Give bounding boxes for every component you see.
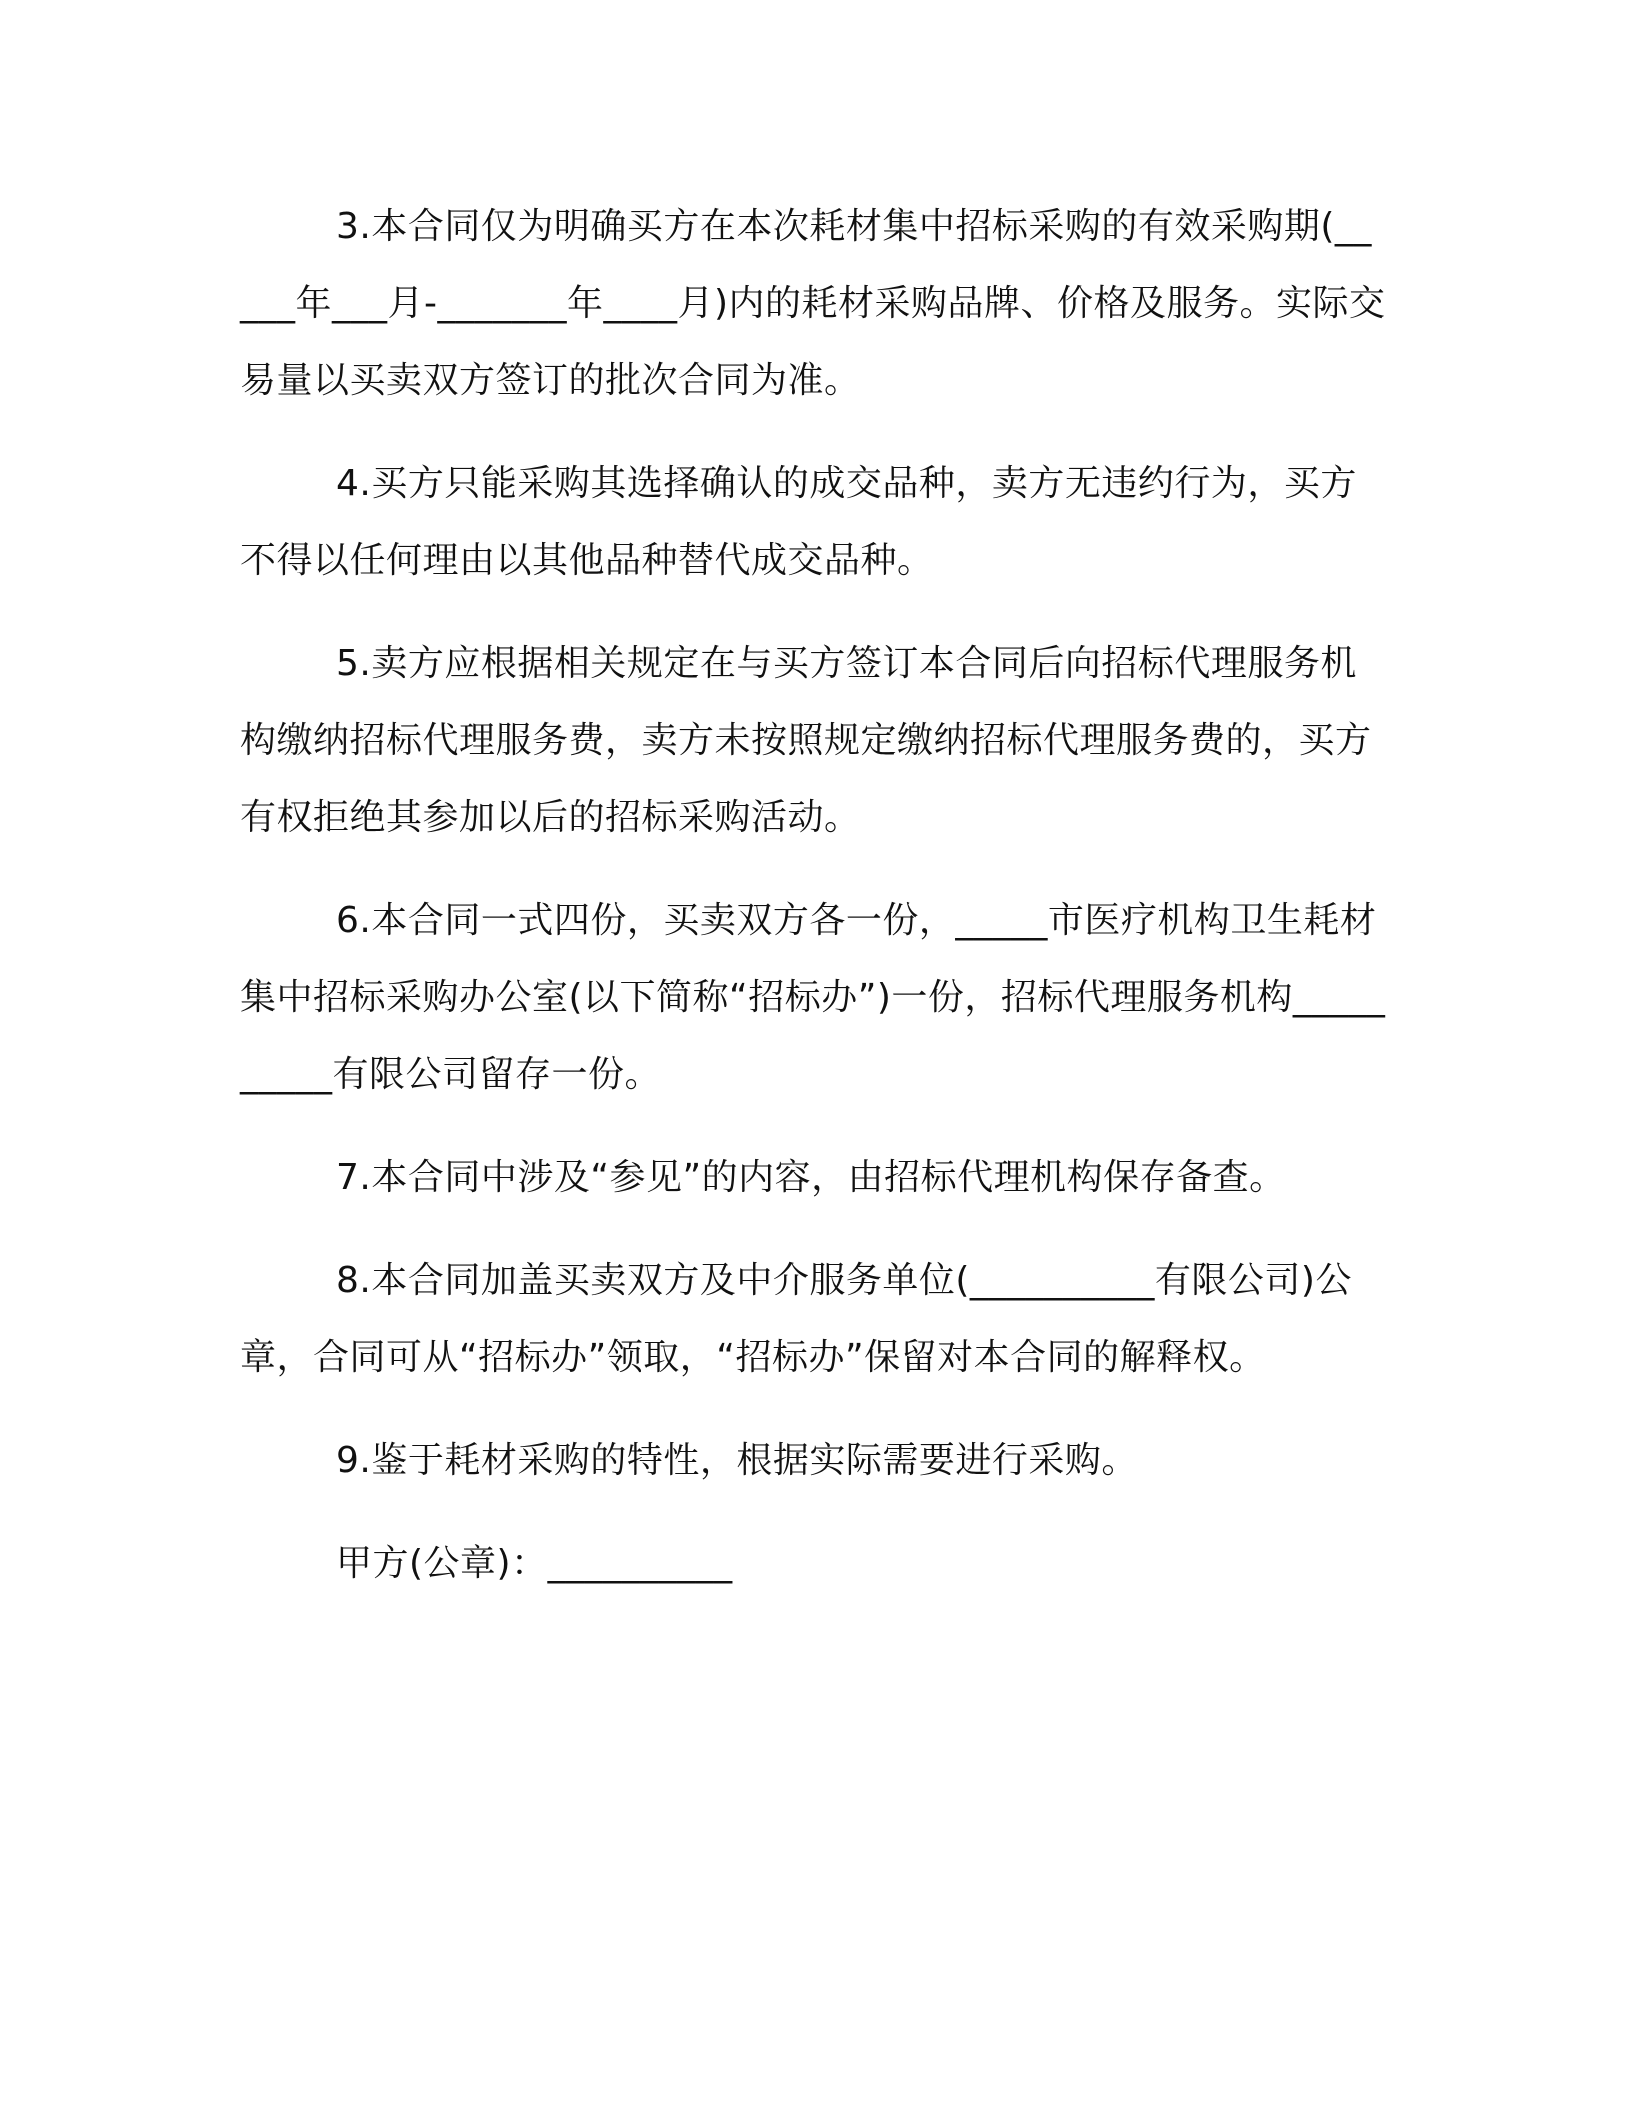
clause-5: 5.卖方应根据相关规定在与买方签订本合同后向招标代理服务机构缴纳招标代理服务费，卖方未按照规定缴纳招标代理服务费的，买方有权拒绝其参加以后的招标采购活动。 — [240, 643, 1372, 838]
clause-4: 4.买方只能采购其选择确认的成交品种，卖方无违约行为，买方不得以任何理由以其他品种替代成交品种。 — [240, 463, 1357, 581]
clause-8: 8.本合同加盖买卖双方及中介服务单位(__________有限公司)公章，合同可从“招标办”领取，“招标办”保留对本合同的解释权。 — [240, 1260, 1352, 1378]
clause-7: 7.本合同中涉及“参见”的内容，由招标代理机构保存备查。 — [336, 1157, 1286, 1198]
clause-6: 6.本合同一式四份，买卖双方各一份，_____市医疗机构卫生耗材集中招标采购办公室(以下简称“招标办”)一份，招标代理服务机构__________有限公司留存一份。 — [240, 900, 1386, 1095]
clause-3: 3.本合同仅为明确买方在本次耗材集中招标采购的有效采购期(_____年___月-_______年____月)内的耗材采购品牌、价格及服务。实际交易量以买卖双方签订的批次合同为准。 — [240, 206, 1386, 401]
contract-body — [240, 188, 1390, 1628]
party-a-seal-line: 甲方(公章)：__________ — [336, 1543, 733, 1584]
clause-9: 9.鉴于耗材采购的特性，根据实际需要进行采购。 — [336, 1440, 1138, 1481]
